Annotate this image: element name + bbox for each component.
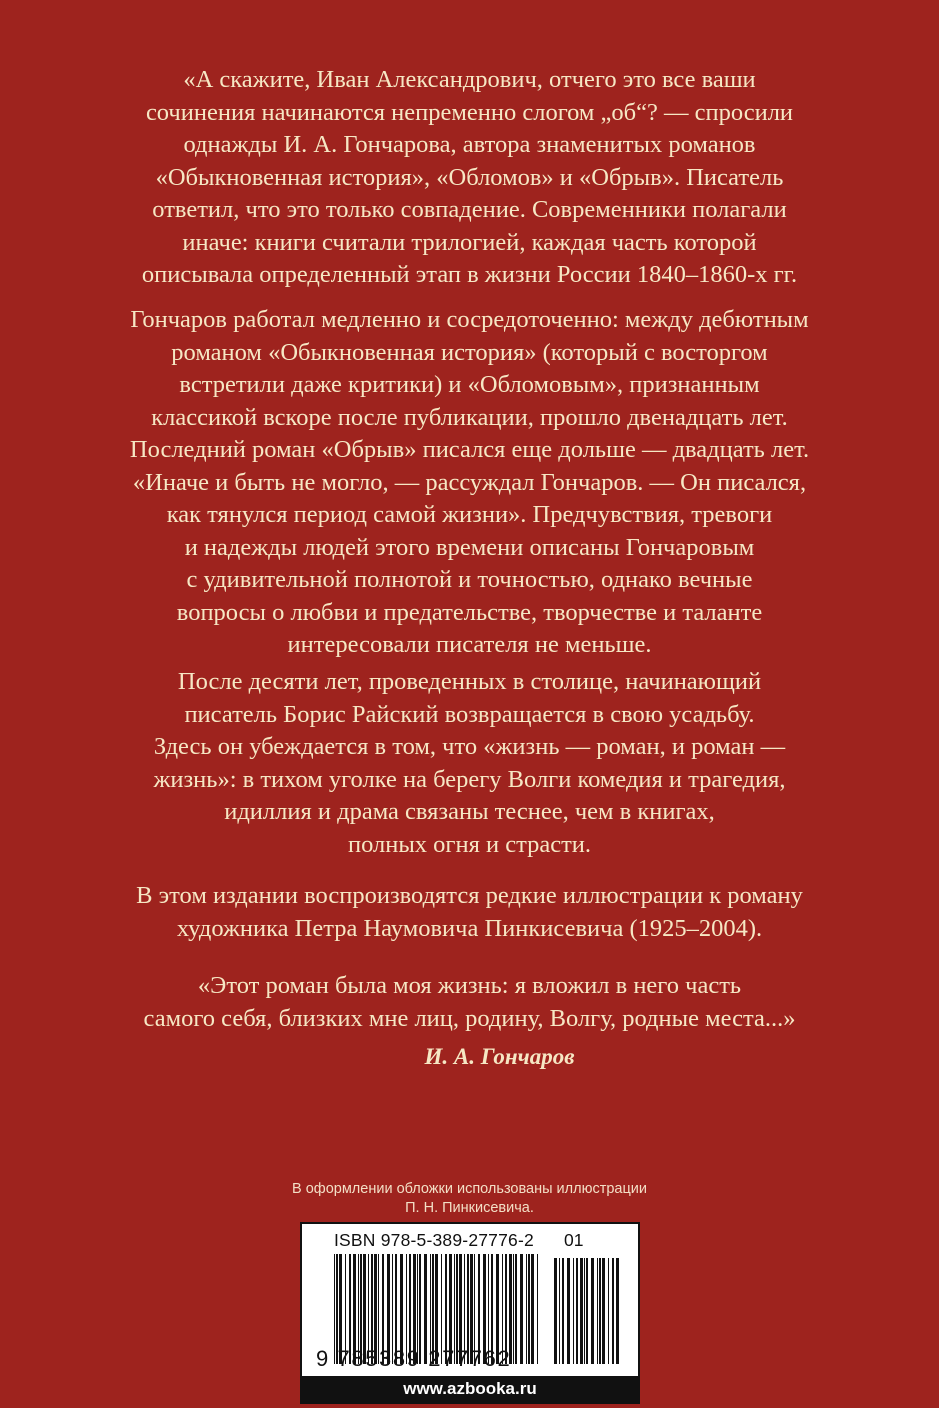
barcode-bar (537, 1254, 538, 1364)
barcode-bar (526, 1254, 527, 1364)
text-line: интересовали писателя не меньше. (287, 631, 652, 658)
barcode-bar (520, 1254, 523, 1364)
barcode-bar (573, 1258, 574, 1364)
text-line: Здесь он убеждается в том, что «жизнь — роман, и роман — (153, 733, 786, 760)
barcode-bar (567, 1258, 570, 1364)
text-line: «Обыкновенная история», «Обломов» и «Обрыв». Писатель (155, 163, 784, 191)
publisher-website: www.azbooka.ru (302, 1376, 638, 1402)
text-line: идиллия и драма связаны теснее, чем в книгах, (224, 798, 715, 825)
barcode-digits: 9 785389 277762 (316, 1346, 512, 1371)
illustration-credits (200, 1180, 739, 1218)
barcode-addon-code: 01 (564, 1230, 584, 1250)
text-line: После десяти лет, проведенных в столице, начинающий (177, 668, 762, 695)
barcode-bar (616, 1258, 619, 1364)
text-line: художника Петра Наумовича Пинкисевича (1925–2004). (176, 914, 763, 942)
barcode-bar (531, 1254, 534, 1364)
text-line: с удивительной полнотой и точностью, однако вечные (186, 566, 753, 593)
barcode-bar (612, 1258, 614, 1364)
text-line: жизнь»: в тихом уголке на берегу Волги комедия и трагедия, (153, 765, 786, 793)
annotation-paragraph-1 (60, 64, 879, 292)
text-line: полных огня и страсти. (347, 830, 592, 858)
barcode-bar (576, 1258, 578, 1364)
quote-line: «Этот роман была моя жизнь: я вложил в него часть (197, 972, 742, 999)
text-line: В этом издании воспроизводятся редкие иллюстрации к роману (136, 882, 803, 909)
barcode-bar (599, 1258, 601, 1364)
text-line: классикой вскоре после публикации, прошло двенадцать лет. (151, 403, 788, 431)
text-line: однажды И. А. Гончарова, автора знаменитых романов (183, 131, 756, 158)
barcode-bar (580, 1258, 583, 1364)
text-line: и надежды людей этого времени описаны Гончаровым (184, 533, 755, 561)
text-line: писатель Борис Райский возвращается в свою усадьбу. (184, 700, 755, 728)
barcode-bar (584, 1258, 585, 1364)
text-line: «А скажите, Иван Александрович, отчего это все ваши (183, 66, 756, 93)
author-quote (60, 970, 879, 1035)
barcode-bar (513, 1254, 514, 1364)
text-line: встретили даже критики) и «Обломовым», признанным (179, 371, 760, 398)
credits-line: П. Н. Пинкисевича. (405, 1200, 534, 1216)
barcode-bar (528, 1254, 530, 1364)
text-line: иначе: книги считали трилогией, каждая часть которой (182, 228, 757, 256)
annotation-paragraph-2 (60, 304, 879, 662)
isbn-barcode-box (300, 1222, 640, 1404)
text-line: Последний роман «Обрыв» писался еще дольше — двадцать лет. (129, 436, 810, 463)
annotation-paragraph-3 (60, 666, 879, 861)
barcode-bar (554, 1258, 557, 1364)
barcode-bar (597, 1258, 598, 1364)
barcode-bar (608, 1258, 609, 1364)
annotation-paragraph-4 (60, 880, 879, 945)
barcode-bar (602, 1258, 605, 1364)
text-line: сочинения начинаются непременно слогом „об“? — спросили (145, 98, 794, 126)
text-line: романом «Обыкновенная история» (который с восторгом (171, 338, 768, 366)
text-line: Гончаров работал медленно и сосредоточенно: между дебютным (130, 306, 809, 333)
barcode-bar (586, 1258, 588, 1364)
text-line: вопросы о любви и предательстве, творчестве и таланте (176, 598, 763, 626)
barcode-bar (562, 1258, 564, 1364)
barcode-bar (515, 1254, 517, 1364)
barcode-bar (591, 1258, 594, 1364)
isbn-label: ISBN 978-5-389-27776-2 (334, 1230, 534, 1250)
quote-author: И. А. Гончаров (424, 1044, 575, 1069)
text-line: как тянулся период самой жизни». Предчувствия, тревоги (166, 501, 773, 528)
quote-line: самого себя, близких мне лиц, родину, Волгу, родные места...» (143, 1004, 796, 1032)
credits-line: В оформлении обложки использованы иллюстрации (292, 1181, 647, 1197)
text-line: описывала определенный этап в жизни России 1840–1860-х гг. (141, 261, 798, 288)
text-line: ответил, что это только совпадение. Современники полагали (152, 196, 787, 223)
text-line: «Иначе и быть не могло, — рассуждал Гончаров. — Он писался, (132, 468, 807, 496)
barcode-bar (559, 1258, 560, 1364)
